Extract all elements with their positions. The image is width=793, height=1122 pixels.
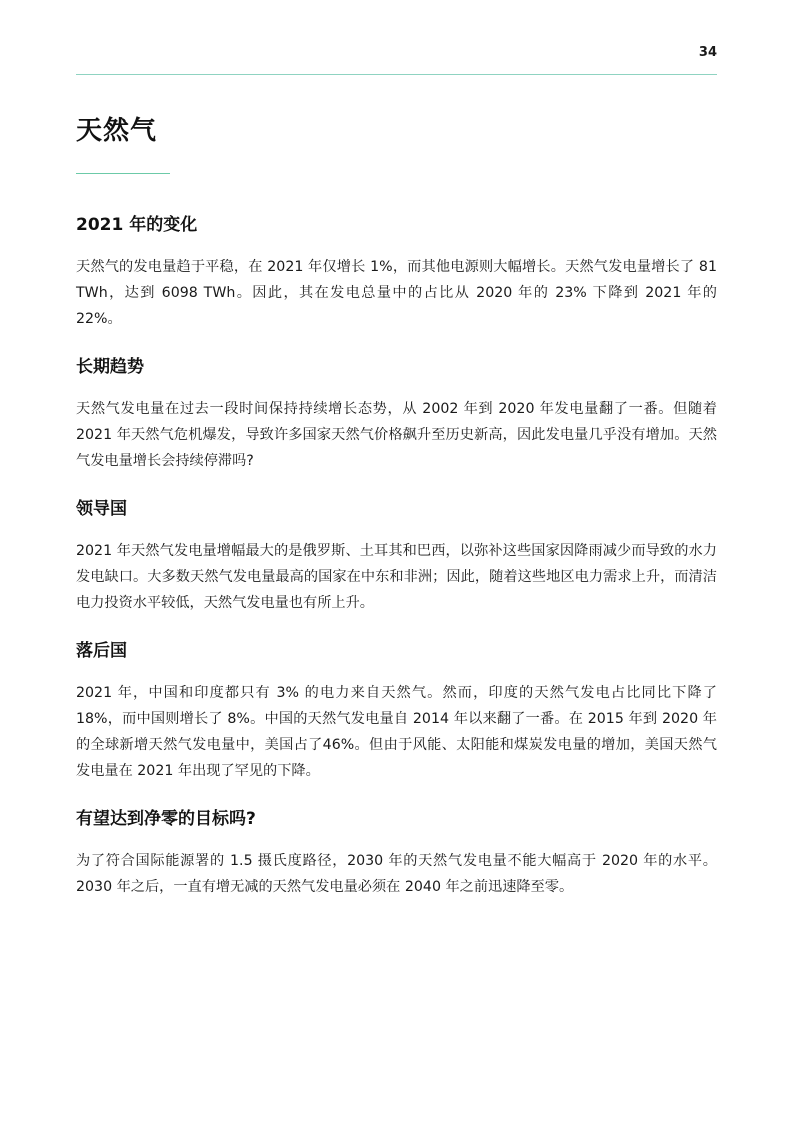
section-heading: 落后国 <box>76 641 127 661</box>
chapter-title: 天然气 <box>76 116 158 146</box>
page-number: 34 <box>698 45 717 60</box>
header-divider <box>76 74 717 75</box>
section-heading: 2021 年的变化 <box>76 215 198 235</box>
section-heading: 领导国 <box>76 499 127 519</box>
section-long-term-trend <box>76 352 717 474</box>
section-heading: 有望达到净零的目标吗? <box>76 809 256 829</box>
section-heading: 长期趋势 <box>76 357 144 377</box>
section-paragraph: 天然气的发电量趋于平稳，在 2021 年仅增长 1%，而其他电源则大幅增长。天然气发电量增长了 81 TWh，达到 6098 TWh。因此，其在发电总量中的占比从 2020 年的 23% 下降到 2021 年的 22%。 <box>76 259 717 327</box>
title-underline <box>76 173 170 174</box>
section-laggards <box>76 636 717 784</box>
section-changes-2021 <box>76 210 717 332</box>
section-paragraph: 天然气发电量在过去一段时间保持持续增长态势，从 2002 年到 2020 年发电量翻了一番。但随着 2021 年天然气危机爆发，导致许多国家天然气价格飙升至历史新高，因此发电量几乎没有增加。天然气发电量增长会持续停滞吗? <box>76 401 717 469</box>
section-leaders <box>76 494 717 616</box>
section-paragraph: 为了符合国际能源署的 1.5 摄氏度路径，2030 年的天然气发电量不能大幅高于 2020 年的水平。2030 年之后，一直有增无减的天然气发电量必须在 2040 年之前迅速降至零。 <box>76 853 717 895</box>
content-body <box>76 210 717 920</box>
section-paragraph: 2021 年天然气发电量增幅最大的是俄罗斯、土耳其和巴西，以弥补这些国家因降雨减少而导致的水力发电缺口。大多数天然气发电量最高的国家在中东和非洲；因此，随着这些地区电力需求上升，而清洁电力投资水平较低，天然气发电量也有所上升。 <box>76 543 717 611</box>
section-paragraph: 2021 年，中国和印度都只有 3% 的电力来自天然气。然而，印度的天然气发电占比同比下降了 18%，而中国则增长了 8%。中国的天然气发电量自 2014 年以来翻了一番。在 2015 年到 2020 年的全球新增天然气发电量中，美国占了46%。但由于风能、太阳能和煤炭发电量的增加，美国天然气发电量在 2021 年出现了罕见的下降。 <box>76 685 717 779</box>
section-net-zero <box>76 804 717 900</box>
